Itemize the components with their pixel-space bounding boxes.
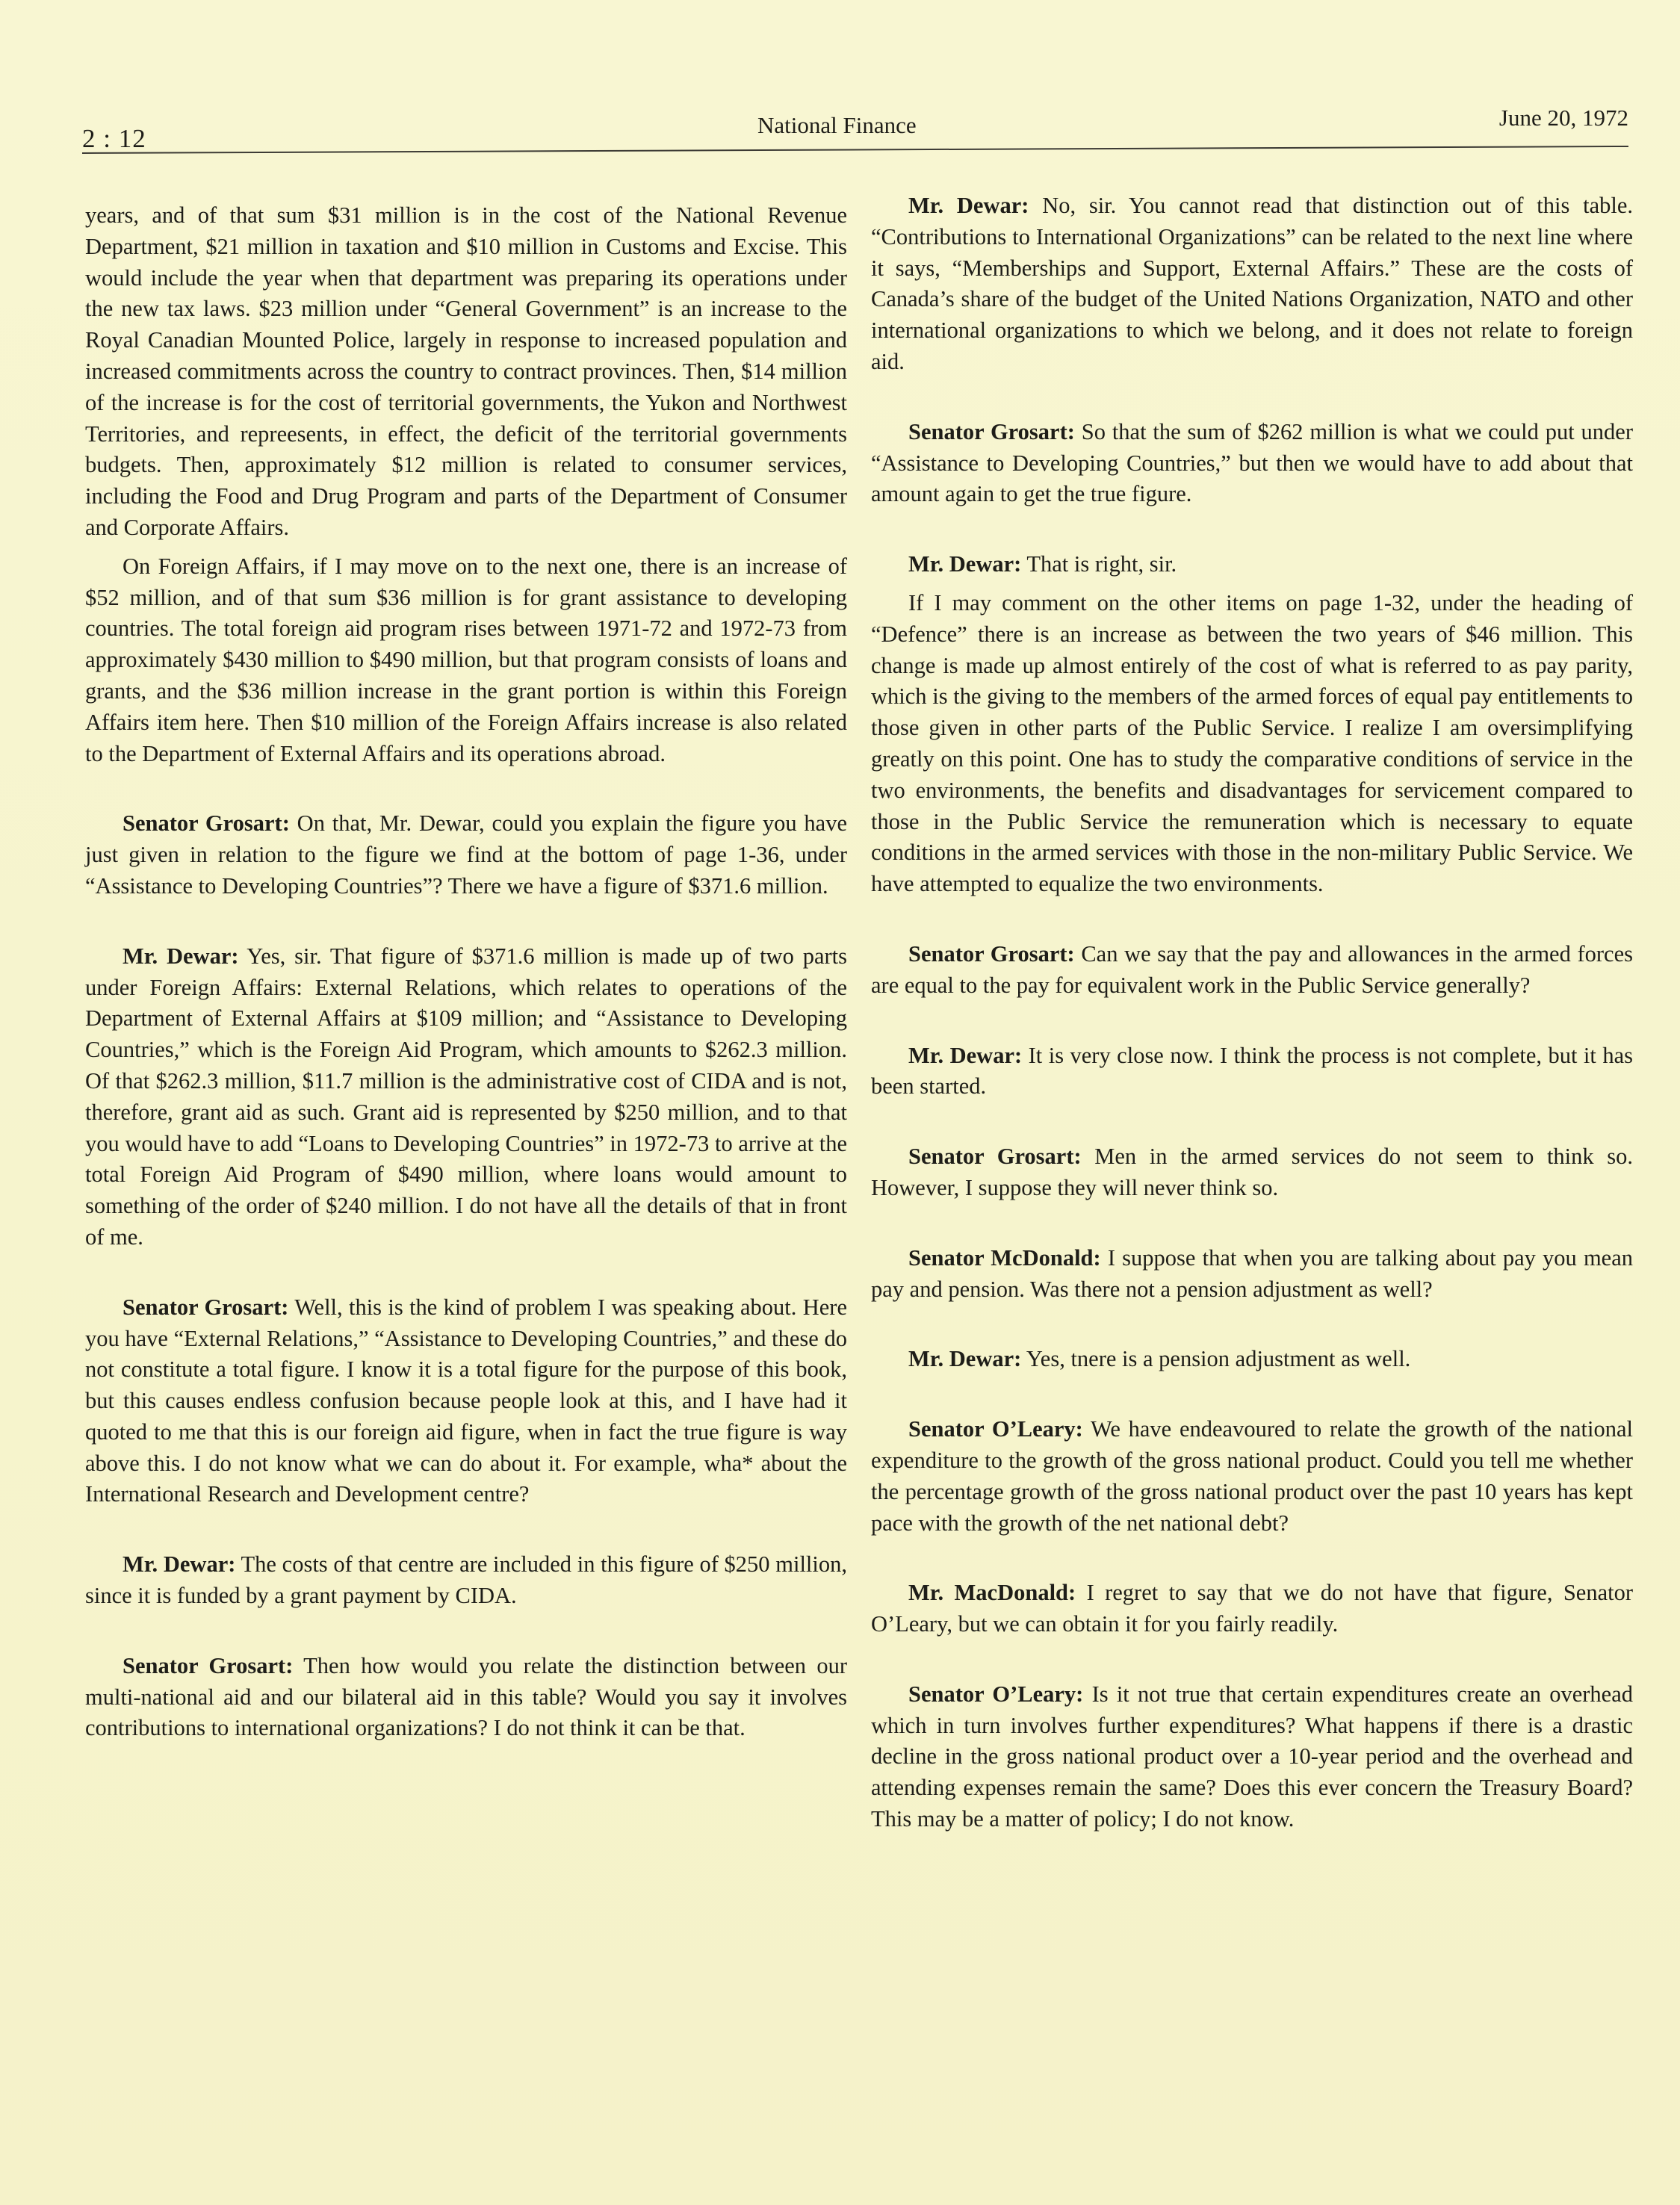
speaker-name: Mr. Dewar: xyxy=(908,551,1022,577)
left-column xyxy=(85,200,847,1744)
paragraph-text: No, sir. You cannot read that distinction out of this table. “Contributions to International Organizations” can be related to the next line where it says, “Memberships and Support, External Affairs.” These are the costs of Canada’s share of the budget of the United Nations Organization, NATO and other international organizations to which we belong, and it does not relate to foreign aid. xyxy=(871,193,1633,374)
speaker-name: Senator O’Leary: xyxy=(908,1681,1084,1707)
text-paragraph xyxy=(85,200,847,544)
speaker-name: Senator Grosart: xyxy=(908,418,1075,444)
paragraph-text: years, and of that sum $31 million is in the cost of the National Revenue Department, $21 million in taxation and $10 million in Customs and Excise. This would include the year when that department was preparing its operations under the new tax laws. $23 million under “General Government” is an increase to the Royal Canadian Mounted Police, largely in response to increased population and increased commitments across the country to contract provinces. Then, $14 million of the increase is for the cost of territorial governments, the Yukon and Northwest Territories, and repreesents, in effect, the deficit of the territorial governments budgets. Then, approximately $12 million is related to consumer services, including the Food and Drug Program and parts of the Department of Consumer and Corporate Affairs. xyxy=(85,202,847,540)
paragraph-text: Then how would you relate the distinction between our multi-national aid and our bilateral aid in this table? Would you say it involves contributions to international organizations? I do not think it can be that. xyxy=(85,1652,847,1741)
page-number: 2 : 12 xyxy=(82,124,146,153)
speech-paragraph xyxy=(871,1344,1633,1375)
speaker-name: Senator Grosart: xyxy=(123,810,290,837)
speaker-name: Senator Grosart: xyxy=(908,1144,1082,1170)
speech-paragraph xyxy=(871,1578,1633,1640)
text-paragraph xyxy=(871,588,1633,900)
speech-paragraph xyxy=(85,808,847,902)
speech-paragraph xyxy=(85,941,847,1253)
speech-paragraph xyxy=(871,939,1633,1002)
speech-paragraph xyxy=(85,1549,847,1612)
speech-paragraph xyxy=(871,1041,1633,1103)
paragraph-text: If I may comment on the other items on page 1-32, under the heading of “Defence” there is an increase as between the two years of $46 million. This change is made up almost entirely of the cost of what is referred to as pay parity, which is the giving to the members of the armed forces of equal pay entitlements to those given in other parts of the Public Service. I realize I am oversimplifying greatly on this point. One has to study the comparative conditions of service in the two environments, the benefits and disadvantages for servicement compared to those in the Public Service the remuneration which is necessary to equate conditions in the armed services with those in the non-military Public Service. We have attempted to equalize the two environments. xyxy=(871,589,1633,897)
paragraph-text: The costs of that centre are included in this figure of $250 million, since it is funded by a grant payment by CIDA. xyxy=(85,1551,848,1609)
paragraph-text: Yes, sir. That figure of $371.6 million is made up of two parts under Foreign Affairs: External Relations, which relates to operations of the Department of External Affairs at $109 million; and “Assistance to Developing Countries,” which is the Foreign Aid Program, which amounts to $262.3 million. Of that $262.3 million, $11.7 million is the administrative cost of CIDA and is not, therefore, grant aid as such. Grant aid is represented by $250 million, and to that you would have to add “Loans to Developing Countries” in 1972-73 to arrive at the total Foreign Aid Program of $490 million, where loans would amount to something of the order of $240 million. I do not have all the details of that in front of me. xyxy=(85,943,847,1250)
paragraph-text: Yes, tnere is a pension adjustment as well. xyxy=(1026,1346,1411,1372)
paragraph-text: Men in the armed services do not seem to think so. However, I suppose they will never think so. xyxy=(871,1144,1633,1200)
speech-paragraph xyxy=(871,417,1633,510)
publication-title: National Finance xyxy=(757,112,917,138)
speech-paragraph xyxy=(871,190,1633,378)
right-column xyxy=(871,190,1633,1835)
speech-paragraph xyxy=(85,1651,847,1744)
speech-paragraph xyxy=(871,1243,1633,1306)
speaker-name: Mr. Dewar: xyxy=(908,1346,1022,1372)
speaker-name: Senator Grosart: xyxy=(123,1294,289,1320)
paragraph-text: We have endeavoured to relate the growth of the national expenditure to the growth of the gross national product. Could you tell me whether the percentage growth of the gross national product over the past 10 years has kept pace with the growth of the net national debt? xyxy=(871,1416,1634,1536)
paragraph-text: I regret to say that we do not have that figure, Senator O’Leary, but we can obtain it for you fairly readily. xyxy=(871,1580,1633,1637)
speech-paragraph xyxy=(871,1141,1633,1204)
speaker-name: Mr. Dewar: xyxy=(908,193,1029,218)
paragraph-text: That is right, sir. xyxy=(1026,551,1177,577)
paragraph-text: On Foreign Affairs, if I may move on to the next one, there is an increase of $52 million, and of that sum $36 million is for grant assistance to developing countries. The total foreign aid program rises between 1971-72 and 1972-73 from approximately $430 million to $490 million, but that program consists of loans and grants, and the $36 million increase in the grant portion is within this Foreign Affairs item here. Then $10 million of the Foreign Affairs increase is also related to the Department of External Affairs and its operations abroad. xyxy=(85,553,847,766)
speech-paragraph xyxy=(85,1292,847,1511)
paragraph-text: Can we say that the pay and allowances in the armed forces are equal to the pay for equivalent work in the Public Service generally? xyxy=(871,940,1633,998)
speaker-name: Mr. Dewar: xyxy=(908,1042,1023,1068)
speech-paragraph xyxy=(871,1414,1633,1539)
paragraph-text: It is very close now. I think the process is not complete, but it has been started. xyxy=(871,1042,1634,1100)
paragraph-text: Is it not true that certain expenditures create an overhead which in turn involves further expenditures? What happens if there is a drastic decline in the gross national product over a 10-year period and the overhead and attending expenses remain the same? Does this ever concern the Treasury Board? This may be a matter of policy; I do not know. xyxy=(871,1681,1634,1832)
speech-paragraph xyxy=(871,1679,1633,1835)
speaker-name: Senator Grosart: xyxy=(123,1652,294,1678)
text-paragraph xyxy=(85,551,847,770)
speaker-name: Senator O’Leary: xyxy=(908,1416,1083,1442)
session-date: June 20, 1972 xyxy=(1498,105,1628,131)
speech-paragraph xyxy=(871,549,1633,580)
speaker-name: Mr. MacDonald: xyxy=(908,1580,1076,1606)
paragraph-text: So that the sum of $262 million is what we could put under “Assistance to Developing Countries,” but then we would have to add about that amount again to get the true figure. xyxy=(871,418,1634,507)
speaker-name: Mr. Dewar: xyxy=(123,1551,236,1578)
paragraph-text: I suppose that when you are talking about pay you mean pay and pension. Was there not a pension adjustment as well? xyxy=(871,1244,1634,1302)
speaker-name: Senator McDonald: xyxy=(908,1244,1101,1271)
speaker-name: Senator Grosart: xyxy=(908,940,1075,967)
speaker-name: Mr. Dewar: xyxy=(123,943,239,969)
paragraph-text: Well, this is the kind of problem I was speaking about. Here you have “External Relations,” “Assistance to Developing Countries,” and these do not constitute a total figure. I know it is a total figure for the purpose of this book, but this causes endless confusion because people look at this, and I have had it quoted to me that this is our foreign aid figure, when in fact the true figure is way above this. I do not know what we can do about it. For example, wha* about the International Research and Development centre? xyxy=(85,1294,847,1507)
paragraph-text: On that, Mr. Dewar, could you explain the figure you have just given in relation to the figure we find at the bottom of page 1-36, under “Assistance to Developing Countries”? There we have a figure of $371.6 million. xyxy=(85,810,847,899)
